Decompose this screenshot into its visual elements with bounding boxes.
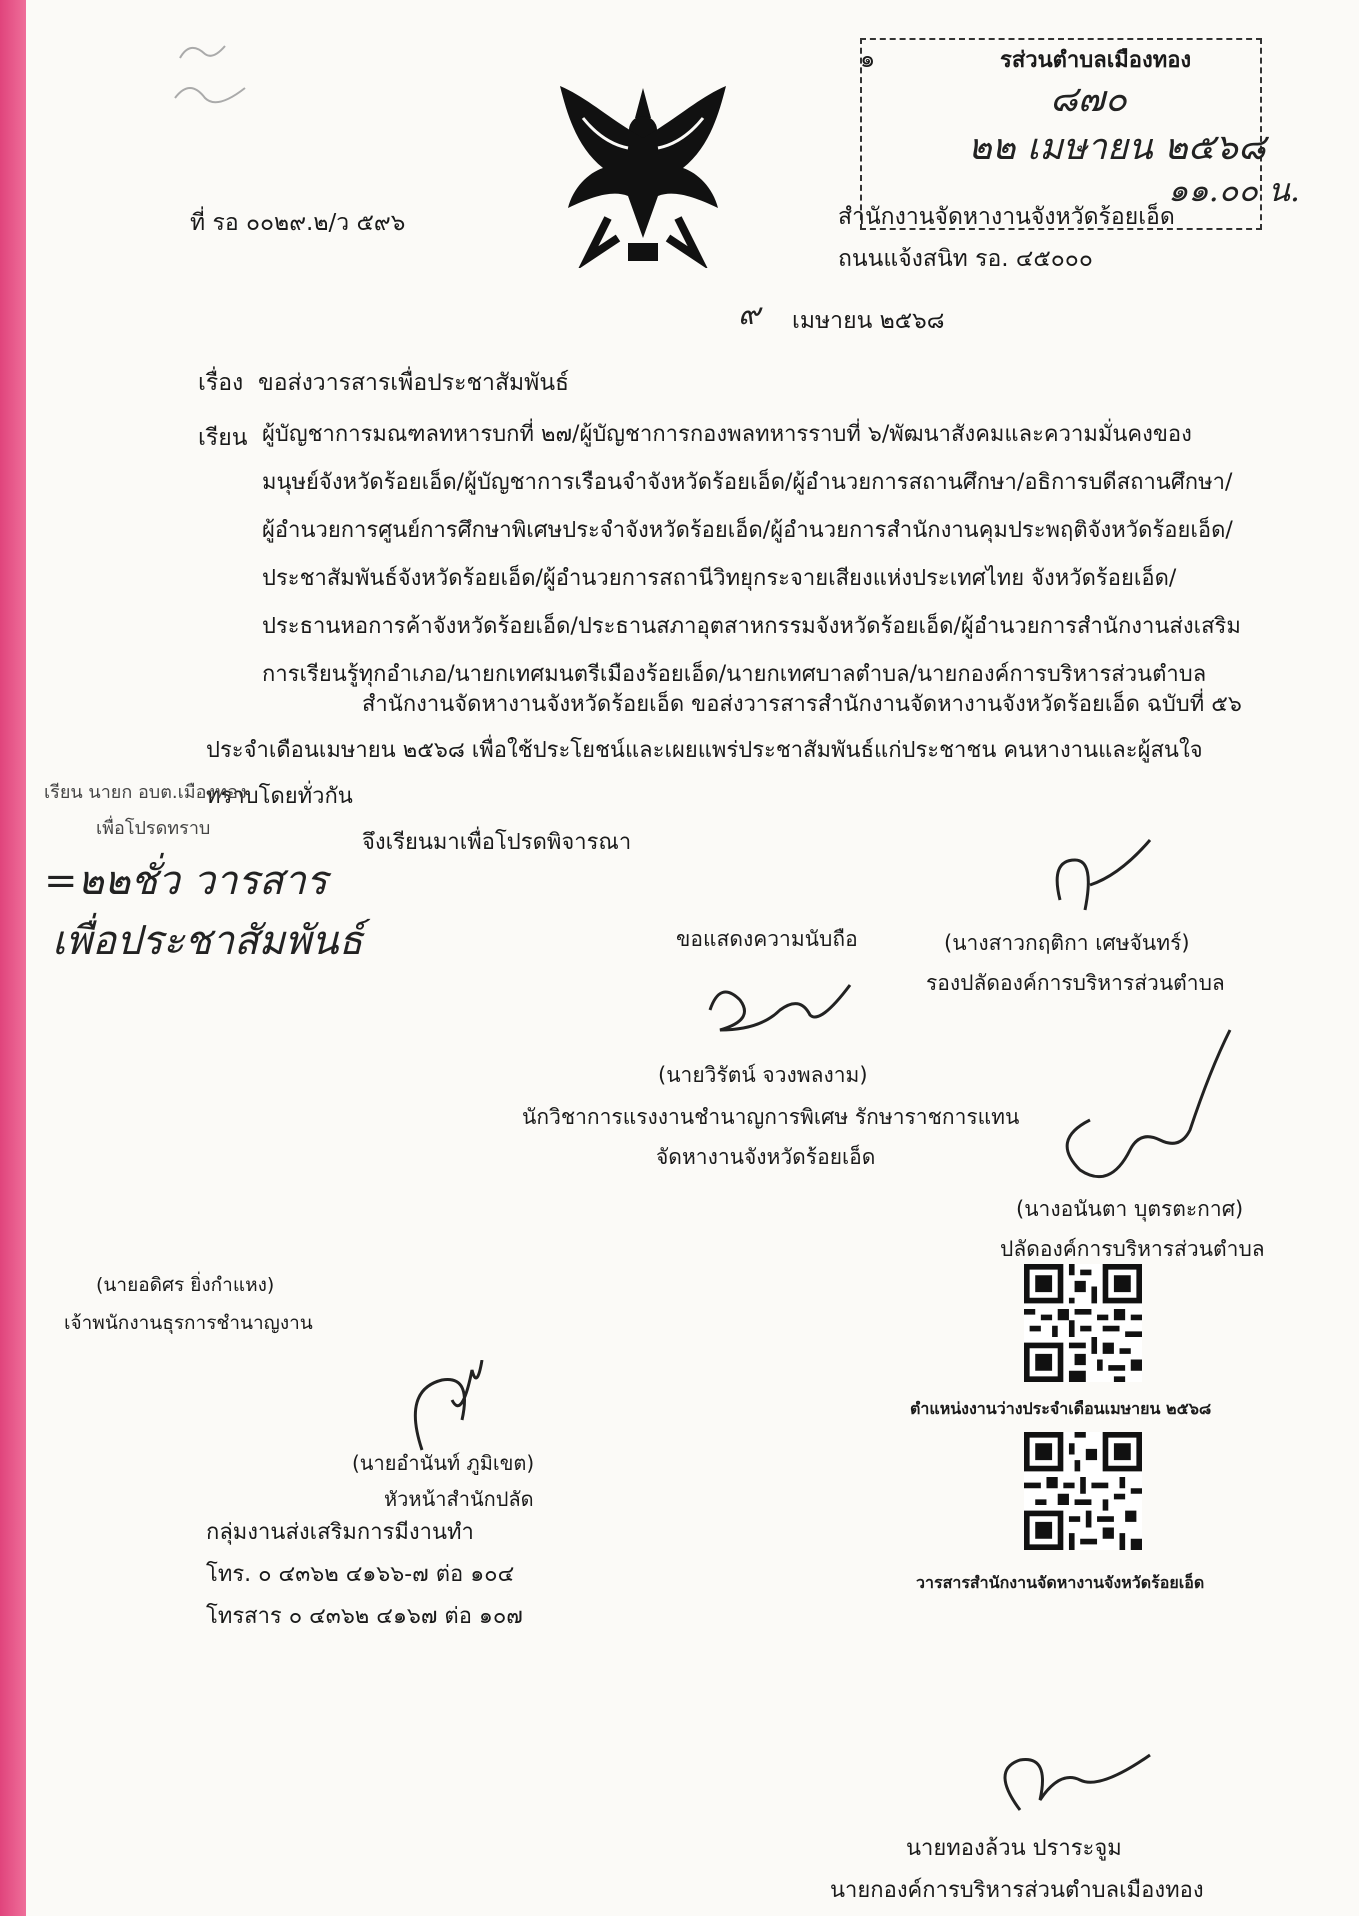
annotation-printed: เพื่อโปรดทราบ bbox=[96, 818, 211, 839]
qr-code-icon bbox=[1024, 1264, 1142, 1382]
signer-name: (นายวิรัตน์ จวงพลงาม) bbox=[658, 1063, 868, 1087]
mayor-position: นายกองค์การบริหารส่วนตำบลเมืองทอง bbox=[830, 1878, 1204, 1903]
to-label: เรียน bbox=[198, 425, 248, 451]
clerk-signature bbox=[1050, 1020, 1250, 1190]
to-line: ประธานหอการค้าจังหวัดร้อยเอ็ด/ประธานสภาอุตสาหกรรมจังหวัดร้อยเอ็ด/ผู้อำนวยการสำนักงานส่งเสริม bbox=[262, 614, 1241, 639]
signer-signature bbox=[690, 960, 870, 1050]
qr-code-journal[interactable] bbox=[1024, 1432, 1142, 1550]
garuda-emblem-icon bbox=[548, 78, 738, 268]
regards-text: ขอแสดงความนับถือ bbox=[676, 927, 858, 951]
head-office-name: (นายอำนันท์ ภูมิเขต) bbox=[352, 1451, 535, 1475]
contact-fax: โทรสาร ๐ ๔๓๖๒ ๔๑๖๗ ต่อ ๑๐๗ bbox=[206, 1604, 523, 1629]
paper-edge bbox=[0, 0, 26, 1916]
subject-label: เรื่อง bbox=[198, 370, 244, 396]
body-line: ทราบโดยทั่วกัน bbox=[206, 784, 353, 809]
agency-name: สำนักงานจัดหางานจังหวัดร้อยเอ็ด bbox=[838, 204, 1175, 230]
pencil-mark bbox=[170, 28, 290, 118]
deputy-clerk-name: (นางสาวกฤติกา เศษจันทร์) bbox=[944, 931, 1190, 955]
body-line: ประจำเดือนเมษายน ๒๕๖๘ เพื่อใช้ประโยชน์และเผยแพร่ประชาสัมพันธ์แก่ประชาชน คนหางานและผู้สนใจ bbox=[206, 738, 1203, 763]
stamp-time: ๑๑.๐๐ น. bbox=[1168, 171, 1301, 209]
to-line: ประชาสัมพันธ์จังหวัดร้อยเอ็ด/ผู้อำนวยการสถานีวิทยุกระจายเสียงแห่งประเทศไทย จังหวัดร้อยเอ็ด/ bbox=[262, 566, 1177, 591]
stamp-number: ๘๗๐ bbox=[1050, 79, 1127, 120]
to-line: ผู้บัญชาการมณฑลทหารบกที่ ๒๗/ผู้บัญชาการกองพลทหารราบที่ ๖/พัฒนาสังคมและความมั่นคงของ bbox=[262, 422, 1192, 447]
qr-code-vacancies[interactable] bbox=[1024, 1264, 1142, 1382]
signer-position: นักวิชาการแรงงานชำนาญการพิเศษ รักษาราชการแทน bbox=[522, 1105, 1020, 1129]
stamp-mark: ๑ bbox=[860, 45, 876, 73]
document-date: เมษายน ๒๕๖๘ bbox=[792, 308, 945, 334]
deputy-clerk-position: รองปลัดองค์การบริหารส่วนตำบล bbox=[926, 971, 1225, 995]
body-line: สำนักงานจัดหางานจังหวัดร้อยเอ็ด ขอส่งวารสารสำนักงานจัดหางานจังหวัดร้อยเอ็ด ฉบับที่ ๕๖ bbox=[362, 692, 1242, 717]
agency-address: ถนนแจ้งสนิท รอ. ๔๕๐๐๐ bbox=[838, 246, 1093, 272]
stamp-office: รส่วนตำบลเมืองทอง bbox=[1000, 48, 1192, 73]
mayor-name: นายทองล้วน ปราระจูม bbox=[906, 1836, 1122, 1861]
deputy-clerk-signature bbox=[1040, 830, 1180, 920]
head-office-signature bbox=[392, 1360, 502, 1460]
reference-number: ที่ รอ ๐๐๒๙.๒/ว ๕๙๖ bbox=[190, 210, 406, 236]
contact-tel: โทร. ๐ ๔๓๖๒ ๔๑๖๖-๗ ต่อ ๑๐๔ bbox=[206, 1562, 515, 1587]
annotation-printed: เรียน นายก อบต.เมืองทอง bbox=[44, 782, 247, 803]
annotation-handwritten: =๒๒ชั่ว วารสาร bbox=[44, 858, 328, 904]
to-line: การเรียนรู้ทุกอำเภอ/นายกเทศมนตรีเมืองร้อยเอ็ด/นายกเทศบาลตำบล/นายกองค์การบริหารส่วนตำบล bbox=[262, 662, 1207, 687]
qr-caption: วารสารสำนักงานจัดหางานจังหวัดร้อยเอ็ด bbox=[916, 1573, 1205, 1592]
signer-position: จัดหางานจังหวัดร้อยเอ็ด bbox=[656, 1145, 876, 1169]
qr-caption: ตำแหน่งงานว่างประจำเดือนเมษายน ๒๕๖๘ bbox=[910, 1399, 1212, 1418]
to-line: ผู้อำนวยการศูนย์การศึกษาพิเศษประจำจังหวัดร้อยเอ็ด/ผู้อำนวยการสำนักงานคุมประพฤติจังหวัดร้อยเอ็ด/ bbox=[262, 518, 1233, 543]
officer-name: (นายอดิศร ยิ่งกำแหง) bbox=[96, 1274, 275, 1296]
to-line: มนุษย์จังหวัดร้อยเอ็ด/ผู้บัญชาการเรือนจำจังหวัดร้อยเอ็ด/ผู้อำนวยการสถานศึกษา/อธิการบดีสถานศึกษา/ bbox=[262, 470, 1233, 495]
closing-request: จึงเรียนมาเพื่อโปรดพิจารณา bbox=[362, 830, 632, 855]
annotation-handwritten: เพื่อประชาสัมพันธ์ bbox=[52, 918, 363, 964]
clerk-position: ปลัดองค์การบริหารส่วนตำบล bbox=[1000, 1237, 1265, 1261]
officer-position: เจ้าพนักงานธุรการชำนาญงาน bbox=[64, 1312, 313, 1334]
contact-group: กลุ่มงานส่งเสริมการมีงานทำ bbox=[206, 1520, 474, 1545]
stamp-date: ๒๒ เมษายน ๒๕๖๘ bbox=[968, 127, 1266, 168]
mayor-signature bbox=[990, 1740, 1170, 1830]
date-day: ๙ bbox=[738, 297, 760, 332]
qr-code-icon bbox=[1024, 1432, 1142, 1550]
head-office-position: หัวหน้าสำนักปลัด bbox=[384, 1487, 534, 1511]
clerk-name: (นางอนันตา บุตรตะกาศ) bbox=[1016, 1197, 1244, 1221]
subject-text: ขอส่งวารสารเพื่อประชาสัมพันธ์ bbox=[258, 370, 570, 396]
